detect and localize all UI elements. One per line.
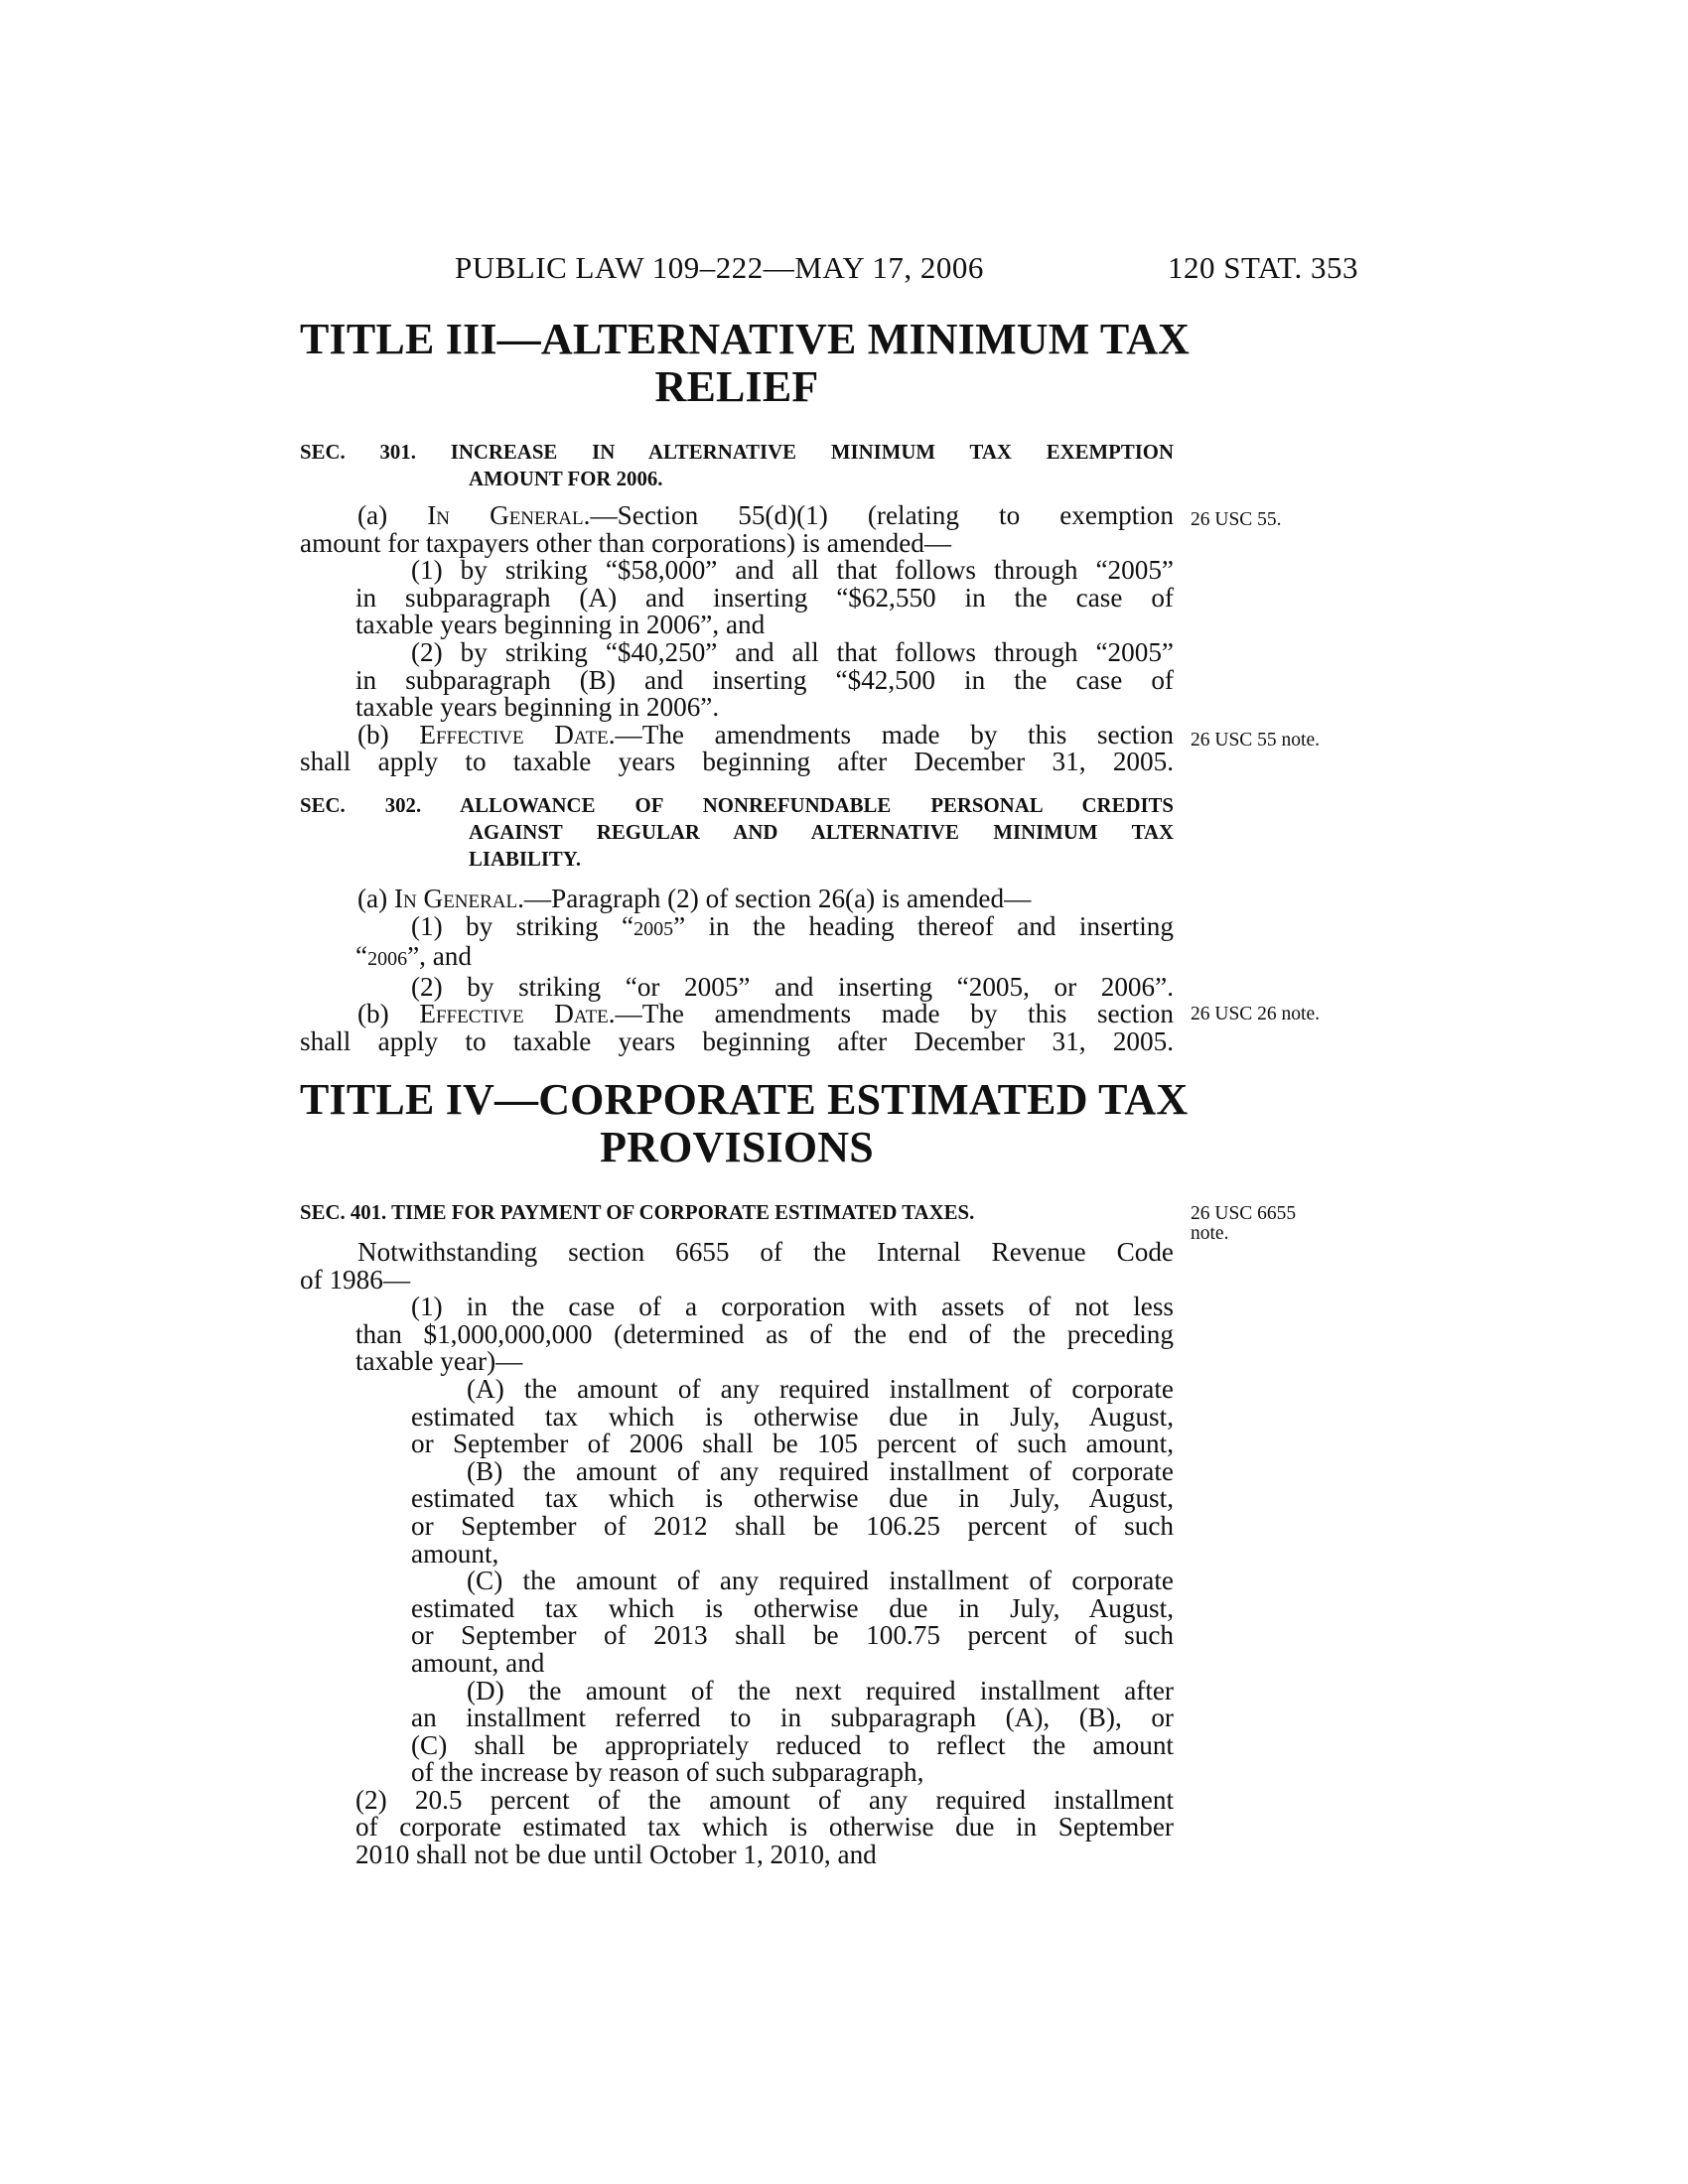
sec-401-B-line3: or September of 2012 shall be 106.25 percent of such <box>411 1510 1174 1541</box>
sec-301-a-caption: In General <box>427 500 584 530</box>
title-iii-heading <box>300 315 1191 411</box>
sec-401-heading <box>300 1199 1174 1226</box>
sec-401-p1-line2: than $1,000,000,000 (determined as of the end of the preceding <box>355 1318 1174 1349</box>
sec-401-D-line2: an installment referred to in subparagraph (A), (B), or <box>411 1703 1174 1733</box>
sec-401-p1-line1: (1) in the case of a corporation with assets of not less <box>411 1292 1174 1322</box>
sec-301-body <box>300 502 1174 776</box>
sec-301-a-rest: .—Section 55(d)(1) (relating to exemption <box>583 500 1174 530</box>
sec-302-p1-line2 <box>300 943 1174 974</box>
sec-401-A-line2: estimated tax which is otherwise due in July, August, <box>411 1401 1174 1432</box>
sec-401-B-line2: estimated tax which is otherwise due in July, August, <box>411 1483 1174 1514</box>
sec-302-body <box>300 886 1174 1056</box>
sec-301-a-prefix: (a) <box>357 500 428 530</box>
margin-note-26usc6655 <box>1191 1204 1296 1244</box>
sec-301-p1-line2: in subparagraph (A) and inserting “$62,550 in the case of <box>355 582 1174 613</box>
sec-301-p1-line1: (1) by striking “$58,000” and all that follows through “2005” <box>411 555 1174 586</box>
sec-401-B-line4: amount, <box>411 1538 499 1569</box>
sec-401-D-line3: (C) shall be appropriately reduced to reflect the amount <box>411 1729 1174 1760</box>
sec-302-p1-open: (1) by striking “ <box>411 910 634 941</box>
margin-note-26usc26-note: 26 USC 26 note. <box>1191 1004 1321 1024</box>
sec-302-p1-close: ” in the heading thereof and inserting <box>673 910 1174 941</box>
sec-302-b-line1 <box>300 1001 1174 1028</box>
sec-301-b-line1 <box>300 719 1174 750</box>
sec-302-p2-line1: (2) by striking “or 2005” and inserting “2005, or 2006”. <box>411 971 1174 1002</box>
sec-401-p2-line1: (2) 20.5 percent of the amount of any required installment <box>355 1784 1174 1815</box>
margin-note-26usc6655-line1: 26 USC 6655 <box>1191 1203 1297 1224</box>
sec-401-p1-line3: taxable year)— <box>355 1346 523 1377</box>
sec-301-p1-line3: taxable years beginning in 2006”, and <box>355 610 766 640</box>
sec-301-b-caption: Effective Date <box>419 719 609 750</box>
sec-401-C-line4: amount, and <box>411 1647 545 1678</box>
sec-302-heading-line2: AGAINST REGULAR AND ALTERNATIVE MINIMUM TAX <box>469 821 1174 844</box>
sec-301-p2-line2: in subparagraph (B) and inserting “$42,500 in the case of <box>355 664 1174 695</box>
sec-401-D-line1: (D) the amount of the next required installment after <box>467 1675 1174 1706</box>
sec-302-a-rest: .—Paragraph (2) of section 26(a) is amended— <box>517 884 1032 913</box>
sec-301-heading <box>300 439 1174 492</box>
sec-302-a-caption: In General <box>393 884 518 913</box>
sec-301-b-prefix: (b) <box>357 719 420 750</box>
sec-401-heading-line1: SEC. 401. TIME FOR PAYMENT OF CORPORATE ESTIMATED TAXES. <box>300 1201 975 1224</box>
page-reference: 120 STAT. 353 <box>1167 250 1358 285</box>
sec-302-a-line1 <box>300 886 1174 913</box>
sec-301-b-rest: .—The amendments made by this section <box>608 719 1174 750</box>
sec-302-p1-year-2005: 2005 <box>633 917 674 940</box>
sec-301-p2-line3: taxable years beginning in 2006”. <box>355 692 720 723</box>
sec-302-heading <box>300 792 1174 873</box>
sec-301-p2-line1: (2) by striking “$40,250” and all that follows through “2005” <box>411 636 1174 667</box>
sec-401-intro-line1: Notwithstanding section 6655 of the Internal Revenue Code <box>357 1237 1174 1267</box>
sec-301-heading-line2: AMOUNT FOR 2006. <box>469 468 663 490</box>
sec-302-a-prefix: (a) <box>357 884 394 913</box>
sec-401-C-line3: or September of 2013 shall be 100.75 percent of such <box>411 1620 1174 1651</box>
sec-302-p1-line1 <box>300 910 1174 944</box>
sec-301-b-line2: shall apply to taxable years beginning after December 31, 2005. <box>300 747 1174 777</box>
sec-401-D-line4: of the increase by reason of such subparagraph, <box>411 1757 924 1788</box>
sec-302-p1-line2-close: ”, and <box>407 941 472 972</box>
sec-401-A-line3: or September of 2006 shall be 105 percent of such amount, <box>411 1429 1174 1459</box>
sec-401-A-line1: (A) the amount of any required installment of corporate <box>467 1373 1174 1404</box>
running-head: PUBLIC LAW 109–222—MAY 17, 2006 <box>455 250 984 285</box>
sec-401-p2-line3: 2010 shall not be due until October 1, 2010, and <box>355 1840 877 1870</box>
margin-note-26usc6655-line2: note. <box>1191 1223 1229 1244</box>
margin-note-26usc55-note: 26 USC 55 note. <box>1191 730 1321 751</box>
title-iii-line1: TITLE III—ALTERNATIVE MINIMUM TAX <box>300 315 1191 363</box>
sec-401-intro-line2: of 1986— <box>300 1264 411 1295</box>
title-iv-line2: PROVISIONS <box>600 1123 874 1171</box>
title-iv-line1: TITLE IV—CORPORATE ESTIMATED TAX <box>300 1075 1189 1124</box>
sec-401-p2-line2: of corporate estimated tax which is otherwise due in September <box>355 1812 1174 1843</box>
sec-301-a-line2: amount for taxpayers other than corporations) is amended— <box>300 527 952 558</box>
title-iv-heading <box>300 1075 1189 1171</box>
sec-301-heading-line1: SEC. 301. INCREASE IN ALTERNATIVE MINIMUM TAX EXEMPTION <box>300 441 1174 464</box>
sec-302-b-line2: shall apply to taxable years beginning after December 31, 2005. <box>300 1025 1174 1056</box>
sec-401-B-line1: (B) the amount of any required installment of corporate <box>467 1455 1174 1486</box>
sec-302-b-caption: Effective Date <box>419 999 609 1029</box>
margin-note-26usc55: 26 USC 55. <box>1191 509 1282 530</box>
sec-301-a-line1 <box>300 502 1174 530</box>
sec-302-b-prefix: (b) <box>357 999 420 1029</box>
sec-302-b-rest: .—The amendments made by this section <box>608 999 1174 1029</box>
title-iii-line2: RELIEF <box>654 362 819 411</box>
sec-302-heading-line1: SEC. 302. ALLOWANCE OF NONREFUNDABLE PERSONAL CREDITS <box>300 794 1174 817</box>
sec-401-C-line1: (C) the amount of any required installment of corporate <box>467 1566 1174 1596</box>
sec-401-body <box>300 1239 1174 1869</box>
sec-302-p1-line2-open: “ <box>355 941 368 972</box>
sec-401-C-line2: estimated tax which is otherwise due in July, August, <box>411 1592 1174 1623</box>
sec-302-heading-line3: LIABILITY. <box>469 848 582 871</box>
sec-302-p1-year-2006: 2006 <box>367 948 408 971</box>
